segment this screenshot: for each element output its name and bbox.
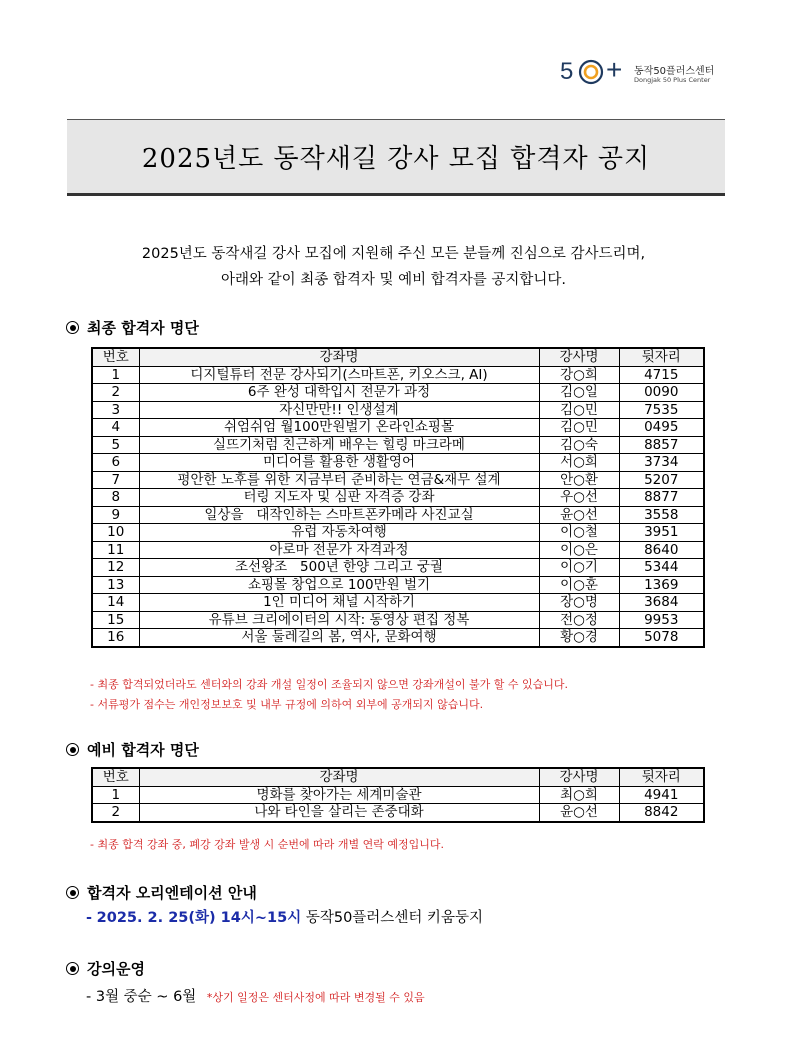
cell-instructor: 최○희	[539, 786, 619, 804]
table-header-row	[92, 768, 704, 786]
final-section-heading	[66, 317, 199, 338]
cell-course: 실뜨기처럼 친근하게 배우는 힐링 마크라메	[139, 436, 539, 454]
cell-number: 2	[92, 804, 139, 822]
lecture-period: - 3월 중순 ~ 6월	[86, 989, 197, 1005]
table-row	[92, 366, 704, 384]
intro-line-2: 아래와 같이 최종 합격자 및 예비 합격자를 공지합니다.	[220, 272, 567, 288]
final-note-2: - 서류평가 점수는 개인정보보호 및 내부 규정에 의하여 외부에 공개되지 않습니다.	[90, 698, 484, 711]
orientation-place: 동작50플러스센터 키움둥지	[305, 910, 483, 926]
table-row	[92, 506, 704, 524]
orientation-datetime: 2025. 2. 25(화) 14시~15시	[96, 910, 302, 926]
cell-course: 1인 미디어 채널 시작하기	[139, 594, 539, 612]
cell-number: 16	[92, 629, 139, 647]
reserve-note: - 최종 합격 강좌 중, 폐강 강좌 발생 시 순번에 따라 개별 연락 예정입니다.	[90, 838, 444, 851]
table-row	[92, 401, 704, 419]
cell-number: 6	[92, 454, 139, 472]
cell-course: 서울 둘레길의 봄, 역사, 문화여행	[139, 629, 539, 647]
col-header-number: 번호	[92, 768, 139, 786]
cell-course: 6주 완성 대학입시 전문가 과정	[139, 384, 539, 402]
cell-instructor: 김○숙	[539, 436, 619, 454]
logo-ring-icon	[578, 59, 604, 85]
cell-course: 자신만만!! 인생설계	[139, 401, 539, 419]
table-row	[92, 559, 704, 577]
col-header-course: 강좌명	[139, 348, 539, 366]
table-row	[92, 594, 704, 612]
final-heading-text: 최종 합격자 명단	[87, 319, 199, 337]
table-row	[92, 524, 704, 542]
cell-course: 쇼핑몰 창업으로 100만원 벌기	[139, 576, 539, 594]
cell-instructor: 장○명	[539, 594, 619, 612]
reserve-section-heading	[66, 739, 199, 760]
cell-number: 7	[92, 471, 139, 489]
lecture-note: *상기 일정은 센터사정에 따라 변경될 수 있음	[206, 991, 425, 1004]
cell-instructor: 서○희	[539, 454, 619, 472]
cell-number: 12	[92, 559, 139, 577]
lecture-detail	[86, 985, 425, 1006]
cell-course: 나와 타인을 살리는 존중대화	[139, 804, 539, 822]
table-row	[92, 489, 704, 507]
cell-instructor: 이○훈	[539, 576, 619, 594]
col-header-digits: 뒷자리	[619, 348, 704, 366]
cell-instructor: 윤○선	[539, 506, 619, 524]
cell-digits: 0090	[619, 384, 704, 402]
cell-number: 13	[92, 576, 139, 594]
cell-instructor: 김○일	[539, 384, 619, 402]
cell-digits: 3558	[619, 506, 704, 524]
cell-course: 아로마 전문가 자격과정	[139, 541, 539, 559]
col-header-digits: 뒷자리	[619, 768, 704, 786]
cell-course: 쉬엄쉬엄 월100만원벌기 온라인쇼핑몰	[139, 419, 539, 437]
cell-instructor: 윤○선	[539, 804, 619, 822]
cell-instructor: 강○희	[539, 366, 619, 384]
cell-course: 미디어를 활용한 생활영어	[139, 454, 539, 472]
cell-instructor: 황○경	[539, 629, 619, 647]
cell-course: 유튜브 크리에이터의 시작: 동영상 편집 정복	[139, 611, 539, 629]
cell-course: 명화를 찾아가는 세계미술관	[139, 786, 539, 804]
cell-instructor: 안○환	[539, 471, 619, 489]
radio-bullet-icon	[66, 886, 79, 899]
cell-digits: 8877	[619, 489, 704, 507]
reserve-heading-text: 예비 합격자 명단	[87, 741, 199, 759]
cell-instructor: 이○은	[539, 541, 619, 559]
cell-instructor: 김○민	[539, 401, 619, 419]
logo-plus: +	[606, 54, 623, 85]
center-logo	[560, 56, 740, 92]
cell-digits: 9953	[619, 611, 704, 629]
table-row	[92, 454, 704, 472]
lecture-heading-text: 강의운영	[87, 960, 145, 978]
cell-number: 8	[92, 489, 139, 507]
cell-digits: 5207	[619, 471, 704, 489]
cell-instructor: 이○기	[539, 559, 619, 577]
lecture-section-heading	[66, 958, 145, 979]
table-row	[92, 541, 704, 559]
orientation-dash: -	[86, 910, 93, 926]
orientation-section-heading	[66, 882, 257, 903]
cell-digits: 1369	[619, 576, 704, 594]
cell-course: 평안한 노후를 위한 지금부터 준비하는 연금&재무 설계	[139, 471, 539, 489]
logo-name-english: Dongjak 50 Plus Center	[634, 76, 711, 84]
cell-number: 4	[92, 419, 139, 437]
cell-number: 14	[92, 594, 139, 612]
cell-number: 3	[92, 401, 139, 419]
logo-name-korean: 동작50플러스센터	[634, 66, 715, 77]
cell-number: 1	[92, 786, 139, 804]
cell-number: 5	[92, 436, 139, 454]
cell-digits: 5344	[619, 559, 704, 577]
cell-digits: 8842	[619, 804, 704, 822]
radio-bullet-icon	[66, 962, 79, 975]
cell-digits: 3951	[619, 524, 704, 542]
cell-instructor: 김○민	[539, 419, 619, 437]
table-row	[92, 384, 704, 402]
cell-number: 10	[92, 524, 139, 542]
cell-course: 일상을 대작인하는 스마트폰카메라 사진교실	[139, 506, 539, 524]
cell-number: 1	[92, 366, 139, 384]
cell-digits: 4715	[619, 366, 704, 384]
cell-digits: 3734	[619, 454, 704, 472]
col-header-course: 강좌명	[139, 768, 539, 786]
cell-course: 디지털튜터 전문 강사되기(스마트폰, 키오스크, AI)	[139, 366, 539, 384]
final-list-table	[91, 347, 705, 648]
table-row	[92, 471, 704, 489]
col-header-instructor: 강사명	[539, 348, 619, 366]
orientation-heading-text: 합격자 오리엔테이션 안내	[87, 884, 257, 902]
notice-title: 2025년도 동작새길 강사 모집 합격자 공지	[67, 119, 725, 196]
cell-instructor: 우○선	[539, 489, 619, 507]
cell-digits: 0495	[619, 419, 704, 437]
cell-digits: 4941	[619, 786, 704, 804]
col-header-number: 번호	[92, 348, 139, 366]
table-row	[92, 436, 704, 454]
cell-digits: 8640	[619, 541, 704, 559]
table-row	[92, 786, 704, 804]
radio-bullet-icon	[66, 743, 79, 756]
cell-digits: 3684	[619, 594, 704, 612]
logo-number: 5	[560, 58, 574, 85]
cell-instructor: 전○정	[539, 611, 619, 629]
cell-digits: 5078	[619, 629, 704, 647]
final-note-1: - 최종 합격되었더라도 센터와의 강좌 개설 일정이 조율되지 않으면 강좌개설이 불가 할 수 있습니다.	[90, 678, 568, 691]
table-row	[92, 419, 704, 437]
cell-digits: 8857	[619, 436, 704, 454]
cell-course: 유럽 자동차여행	[139, 524, 539, 542]
cell-number: 9	[92, 506, 139, 524]
cell-course: 조선왕조 500년 한양 그리고 궁궐	[139, 559, 539, 577]
radio-bullet-icon	[66, 321, 79, 334]
table-row	[92, 611, 704, 629]
cell-course: 터링 지도자 및 심판 자격증 강좌	[139, 489, 539, 507]
table-row	[92, 804, 704, 822]
reserve-list-table	[91, 767, 705, 823]
cell-number: 15	[92, 611, 139, 629]
cell-number: 11	[92, 541, 139, 559]
table-row	[92, 576, 704, 594]
intro-line-1: 2025년도 동작새길 강사 모집에 지원해 주신 모든 분들께 진심으로 감사드리며,	[141, 246, 646, 262]
col-header-instructor: 강사명	[539, 768, 619, 786]
orientation-detail	[86, 906, 483, 927]
cell-digits: 7535	[619, 401, 704, 419]
table-header-row	[92, 348, 704, 366]
table-row	[92, 629, 704, 647]
cell-number: 2	[92, 384, 139, 402]
cell-instructor: 이○철	[539, 524, 619, 542]
